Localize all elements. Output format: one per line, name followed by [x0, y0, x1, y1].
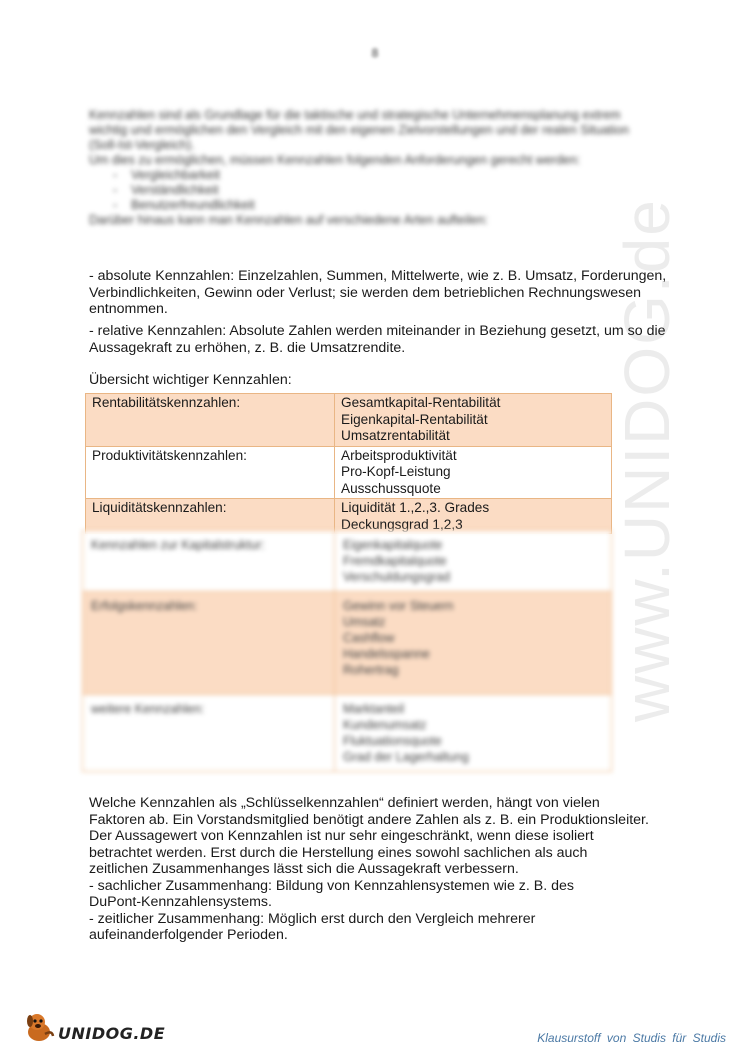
footer-slogan: Klausurstoff von Studis für Studis [537, 1031, 726, 1045]
table-cell-category: Liquiditätskennzahlen: [86, 499, 335, 534]
kennzahlen-table-visible [85, 393, 612, 534]
table-cell-items [335, 695, 612, 772]
table-cell-items [335, 446, 612, 499]
table-row [83, 695, 612, 772]
table-item: Pro-Kopf-Leistung [341, 464, 451, 479]
table-cell-category: Produktivitätskennzahlen: [86, 446, 335, 499]
watermark: www.UNIDOG.de [611, 198, 683, 722]
unidog-logo [22, 1010, 165, 1044]
intro-paragraph-3: Darüber hinaus kann man Kennzahlen auf verschiedene Arten aufteilen: [89, 213, 488, 227]
table-item: Eigenkapitalquote [343, 538, 443, 552]
table-cell-category: Rentabilitätskennzahlen: [86, 394, 335, 447]
logo-text: UNIDOG.DE [58, 1023, 166, 1043]
table-item-clipped: Deckungsgrad 1,2,3 [341, 516, 463, 532]
list-item: - Vergleichbarkeit [119, 168, 649, 183]
table-item: Liquidität 1.,2.,3. Grades [341, 500, 490, 515]
table-cell-category: Erfolgskennzahlen: [83, 592, 335, 695]
table-item: Cashflow [343, 631, 395, 645]
requirements-list [89, 168, 649, 213]
table-row [83, 531, 612, 592]
table-cell-items [335, 394, 612, 447]
table-item: Fremdkapitalquote [343, 554, 447, 568]
closing-paragraph [89, 795, 669, 944]
table-item: Rohertrag [343, 663, 399, 677]
table-item: Fluktuationsquote [343, 734, 442, 748]
table-row [86, 446, 612, 499]
table-cell-category: Kennzahlen zur Kapitalstruktur: [83, 531, 335, 592]
closing-line: zeitlichen Zusammenhanges lässt sich die Aussagekraft verbessern. [89, 861, 519, 877]
relative-figures-paragraph: - relative Kennzahlen: Absolute Zahlen werden miteinander in Beziehung gesetzt, um so die Aussagekraft zu erhöhen, z. B. die Umsatzrendite. [89, 323, 666, 356]
table-row [86, 394, 612, 447]
closing-line: aufeinanderfolgender Perioden. [89, 927, 288, 943]
table-cell-items [335, 531, 612, 592]
table-item: Eigenkapital-Rentabilität [341, 411, 488, 427]
overview-heading: Übersicht wichtiger Kennzahlen: [89, 372, 292, 388]
table-item: Umsatz [343, 615, 386, 629]
page-number: 8 [371, 46, 379, 60]
list-item: - Benutzerfreundlichkeit [119, 198, 649, 213]
closing-line: - sachlicher Zusammenhang: Bildung von Kennzahlensystemen wie z. B. des [89, 877, 574, 894]
intro-blurred [89, 108, 649, 228]
list-item: - Verständlichkeit [119, 183, 649, 198]
blurred-table [82, 530, 612, 772]
table-item: Umsatzrentabilität [341, 428, 450, 443]
absolute-figures-paragraph: - absolute Kennzahlen: Einzelzahlen, Summen, Mittelwerte, wie z. B. Umsatz, Forderungen, Verbindlichkeiten, Gewinn oder Verlust; sie werden dem betrieblichen Rechnungswesen entnommen. [89, 268, 667, 317]
table-item: Ausschussquote [341, 480, 441, 496]
closing-line: betrachtet werden. Erst durch die Herstellung eines sowohl sachlichen als auch [89, 844, 588, 861]
closing-line: Der Aussagewert von Kennzahlen ist nur sehr eingeschränkt, wenn diese isoliert [89, 828, 594, 844]
closing-line: Welche Kennzahlen als „Schlüsselkennzahlen“ definiert werden, hängt von vielen [89, 795, 600, 811]
closing-line: Faktoren ab. Ein Vorstandsmitglied benötigt andere Zahlen als z. B. ein Produktionsleiter. [89, 811, 649, 828]
table-item: Arbeitsproduktivität [341, 447, 457, 463]
kennzahlen-table-blurred [82, 530, 612, 772]
table-row [86, 499, 612, 534]
table-cell-items [335, 592, 612, 695]
table-cell-items [335, 499, 612, 534]
table-row [83, 592, 612, 695]
closing-line: - zeitlicher Zusammenhang: Möglich erst durch den Vergleich mehrerer [89, 910, 536, 927]
table-item: Gewinn vor Steuern [343, 599, 454, 613]
table-item: Verschuldungsgrad [343, 570, 451, 584]
table-item: Handelsspanne [343, 647, 430, 661]
closing-line: DuPont-Kennzahlensystems. [89, 894, 272, 910]
table-item: Grad der Lagerhaltung [343, 750, 469, 764]
table-cell-category: weitere Kennzahlen: [83, 695, 335, 772]
dog-mascot-icon [22, 1010, 56, 1044]
table-item: Kundenumsatz [343, 718, 427, 732]
table-item: Marktanteil [343, 702, 405, 716]
table-item: Gesamtkapital-Rentabilität [341, 395, 501, 410]
intro-paragraph-2: Um dies zu ermöglichen, müssen Kennzahlen folgenden Anforderungen gerecht werden: [89, 153, 581, 167]
intro-paragraph-1: Kennzahlen sind als Grundlage für die taktische und strategische Unternehmensplanung extrem wichtig und ermöglichen den Vergleich mit den eigenen Zielvorstellungen und der realen Situation (Soll-Ist-Vergleich). [89, 108, 629, 152]
